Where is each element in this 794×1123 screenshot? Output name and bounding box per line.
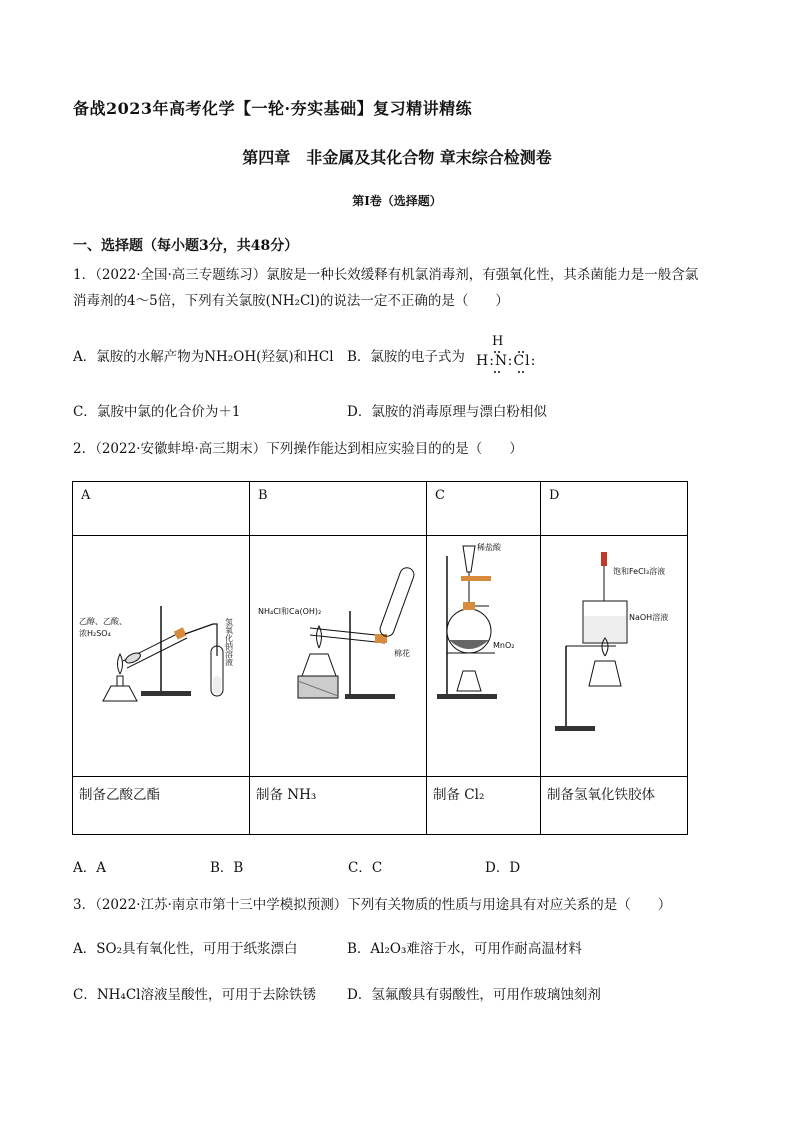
q3-stem: 3．（2022·江苏·南京市第十三中学模拟预测）下列有关物质的性质与用途具有对应关系的是（ ） bbox=[73, 897, 672, 913]
label-mno2: MnO₂ bbox=[493, 641, 515, 650]
apparatus-c-cell bbox=[427, 536, 541, 777]
caption-a: 制备乙酸乙酯 bbox=[73, 777, 250, 835]
apparatus-a-drawing bbox=[73, 536, 249, 772]
apparatus-b-cell bbox=[250, 536, 427, 777]
label-dilute-hcl: 稀盐酸 bbox=[477, 543, 501, 552]
label-reactants-2: 浓H₂SO₄ bbox=[79, 629, 111, 638]
q1-option-b[interactable]: B．氯胺的电子式为 bbox=[347, 349, 465, 365]
caption-b: 制备 NH₃ bbox=[250, 777, 427, 835]
formula-top-h: H bbox=[492, 334, 504, 349]
col-header-d: D bbox=[541, 482, 688, 536]
q3-option-a[interactable]: A．SO₂具有氧化性，可用于纸浆漂白 bbox=[73, 941, 298, 957]
label-fecl3: 饱和FeCl₃溶液 bbox=[613, 567, 666, 576]
q1-stem-line2: 消毒剂的4～5倍，下列有关氯胺(NH₂Cl)的说法一定不正确的是（ ） bbox=[73, 293, 509, 309]
col-header-b: B bbox=[250, 482, 427, 536]
label-cotton: 棉花 bbox=[394, 649, 410, 658]
label-nh4cl-caoh2: NH₄Cl和Ca(OH)₂ bbox=[258, 607, 322, 616]
caption-c: 制备 Cl₂ bbox=[427, 777, 541, 835]
q2-option-a[interactable]: A．A bbox=[73, 860, 106, 876]
section-heading: 一、选择题（每小题3分，共48分） bbox=[73, 238, 299, 254]
document-title: 备战2023年高考化学【一轮·夯实基础】复习精讲精练 bbox=[73, 99, 473, 118]
electron-formula bbox=[472, 334, 562, 376]
col-header-a: A bbox=[73, 482, 250, 536]
apparatus-b-drawing bbox=[250, 536, 426, 772]
col-header-c: C bbox=[427, 482, 541, 536]
q1-option-d[interactable]: D．氯胺的消毒原理与漂白粉相似 bbox=[347, 404, 547, 420]
formula-dots bbox=[472, 334, 562, 376]
label-naoh-solution: 氢氧化钠溶液 bbox=[224, 618, 234, 666]
q1-option-a[interactable]: A．氯胺的水解产物为NH₂OH(羟氨)和HCl bbox=[73, 349, 334, 365]
q1-stem bbox=[73, 262, 733, 314]
label-naoh: NaOH溶液 bbox=[629, 613, 669, 622]
q3-option-c[interactable]: C．NH₄Cl溶液呈酸性，可用于去除铁锈 bbox=[73, 987, 316, 1003]
q2-stem: 2．（2022·安徽蚌埠·高三期末）下列操作能达到相应实验目的的是（ ） bbox=[73, 441, 523, 457]
part-title: 第Ⅰ卷（选择题） bbox=[352, 194, 442, 208]
q1-stem-line1: 1．（2022·全国·高三专题练习）氯胺是一种长效缓释有机氯消毒剂，有强氧化性，其杀菌能力是一般含氯 bbox=[73, 267, 699, 283]
q3-option-b[interactable]: B．Al₂O₃难溶于水，可用作耐高温材料 bbox=[347, 941, 582, 957]
chapter-title: 第四章 非金属及其化合物 章末综合检测卷 bbox=[242, 148, 552, 167]
apparatus-d-cell bbox=[541, 536, 688, 777]
q2-option-c[interactable]: C．C bbox=[348, 860, 383, 876]
label-reactants-1: 乙醇、乙酸、 bbox=[79, 617, 127, 626]
q2-apparatus-table bbox=[72, 481, 688, 835]
apparatus-a-cell bbox=[73, 536, 250, 777]
q2-option-b[interactable]: B．B bbox=[210, 860, 244, 876]
q1-option-c[interactable]: C．氯胺中氯的化合价为＋1 bbox=[73, 404, 241, 420]
formula-main: H:N:Cl: bbox=[476, 353, 537, 369]
apparatus-d-drawing bbox=[541, 536, 687, 772]
q2-option-d[interactable]: D．D bbox=[485, 860, 521, 876]
apparatus-c-drawing bbox=[427, 536, 540, 772]
caption-d: 制备氢氧化铁胶体 bbox=[541, 777, 688, 835]
q3-option-d[interactable]: D．氢氟酸具有弱酸性，可用作玻璃蚀刻剂 bbox=[347, 987, 601, 1003]
